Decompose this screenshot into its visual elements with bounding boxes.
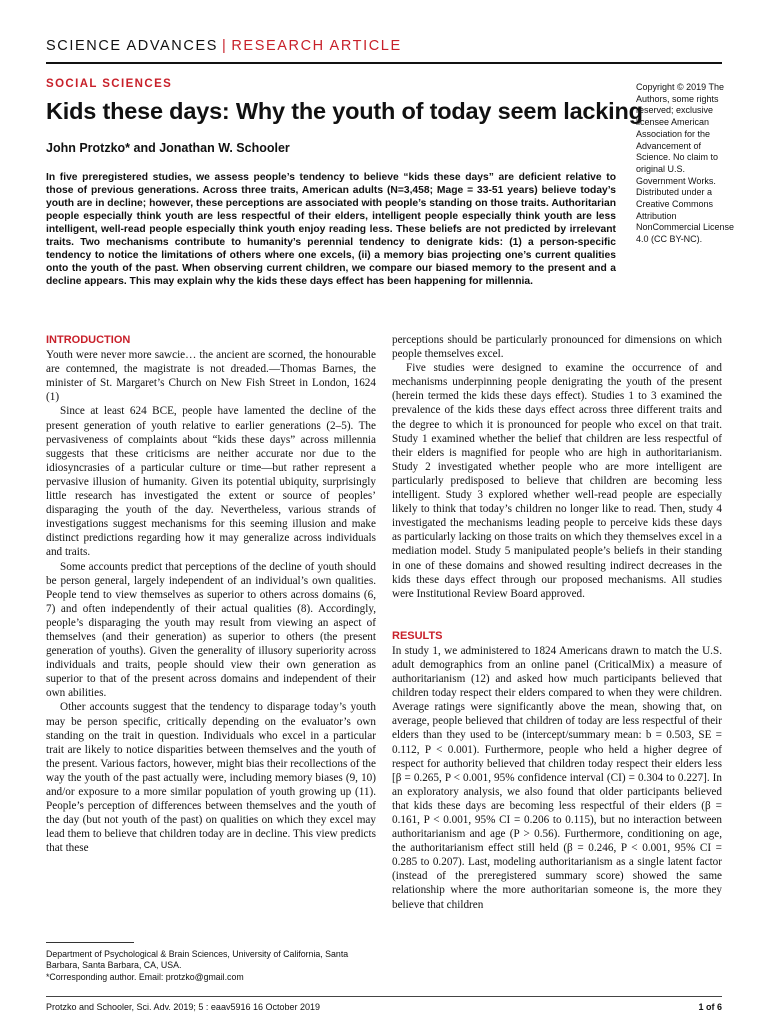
introduction-heading: INTRODUCTION [46, 334, 131, 346]
footnote-rule [46, 942, 134, 943]
intro-paragraph: Other accounts suggest that the tendency to disparage today’s youth may be person specific, critically depending on the evaluator’s own standing on the trait in question. Individuals who excel in a particular trait are likely to notice disparities between themselves and the youth of the present. Various factors, however, might bias their recollections of the way the youth of the past actually were, including memory biases (9, 10) and/or exposure to a more similar population of youth growing up (11). People’s perception of differences between themselves and the youth of the day (but not youth of the past) on qualities on which they excel may lead them to believe that children today are in decline. This view predicts that these [46, 701, 376, 855]
page-number: 1 of 6 [698, 1002, 722, 1012]
continued-paragraph: perceptions should be particularly pronounced for dimensions on which people themselves excel. [392, 334, 722, 361]
left-column [46, 333, 376, 855]
journal-name: SCIENCE ADVANCES [46, 38, 218, 54]
copyright-notice: Copyright © 2019 The Authors, some rights reserved; exclusive licensee American Association for the Advancement of Science. No claim to original U.S. Government Works. Distributed under a Creative Commons Attribution NonCommercial License 4.0 (CC BY-NC). [636, 82, 735, 245]
authors: John Protzko* and Jonathan W. Schooler [46, 141, 290, 155]
footer-rule [46, 996, 722, 997]
epigraph-paragraph: Youth were never more sawcie… the ancient are scorned, the honourable are contemned, the magistrate is not dreaded.—Thomas Barnes, the minister of St. Margaret’s Church on New Fish Street in London, 1624 (1) [46, 349, 376, 404]
footnote [46, 949, 376, 983]
header-rule [46, 62, 722, 64]
results-heading: RESULTS [392, 629, 443, 642]
corresponding-author: *Corresponding author. Email: protzko@gmail.com [46, 971, 244, 982]
article-title: Kids these days: Why the youth of today seem lacking [46, 98, 643, 124]
studies-paragraph: Five studies were designed to examine the occurrence of and mechanisms underpinning people denigrating the youth of the present (herein termed the kids these days effect). Studies 1 to 3 examined the prevalence of the kids these days effect across three different traits and the degree to which it is pronounced for people who excel on that trait. Study 1 examined whether the belief that children are less respectful of their elders is magnified for people who are high in authoritarianism. Study 2 investigated whether people who are more intelligent are particularly predisposed to believe that children are becoming less intelligent. Study 3 explored whether well-read people are especially likely to think that today’s children no longer like to read. Then, study 4 investigated the mechanisms leading people to perceive kids these days as particularly lacking on those traits on which they themselves excel in a mediation model. Study 5 manipulated people’s beliefs in their standing in one of these domains and showed resulting indirect decreases in the kids these days effect through our proposed mechanisms. All studies were Institutional Review Board approved. [392, 362, 722, 600]
section-label: SOCIAL SCIENCES [46, 78, 173, 90]
affiliation: Department of Psychological & Brain Sciences, University of California, Santa Barbara, Santa Barbara, CA, USA. [46, 949, 349, 971]
results-paragraph: In study 1, we administered to 1824 Americans drawn to match the U.S. adult demographics from an online panel (CriticalMix) a measure of authoritarianism (12) and asked how much participants believed that children today respect their elders compared to when they were children. Average ratings were significantly above the mean, showing that, on average, people believed that children of today are less respectful of their elders than they used to be (intercept/summary mean: b = 0.503, SE = 0.112, P < 0.001). Furthermore, people who held a higher degree of respect for authority believed that children today respect their elders less [β = 0.265, P < 0.001, 95% confidence interval (CI) = 0.304 to 0.227]. In an exploratory analysis, we also found that older participants believed that kids these days are becoming less respectful of their elders (β = 0.161, P < 0.001, 95% CI = 0.206 to 0.115), but no interaction between authoritarianism and age (P > 0.56). Furthermore, conditioning on age, the authoritarianism effect still held (β = 0.246, P < 0.001, 95% CI = 0.285 to 0.207). Last, modeling authoritarianism as a single latent factor (instead of the preregistered summary score) showed the same relationship where the more authoritarian someone is, the more they believe that children [392, 644, 722, 911]
header-separator: | [221, 38, 228, 54]
right-column [392, 333, 722, 912]
results-section [392, 629, 722, 912]
journal-header [46, 38, 402, 54]
intro-paragraph: Since at least 624 BCE, people have lamented the decline of the present generation of youth relative to earlier generations (2–5). The pervasiveness of complaints about “kids these days” across millennia suggests that these criticisms are neither accurate nor due to the idiosyncrasies of a particular culture or time—but rather represent a pervasive illusion of humanity. Given its potential ubiquity, surprisingly little research has investigated the extent or source of peoples’ disparaging the youth of the day. Nevertheless, various strands of investigations suggest mechanisms for this seeming illusion and make distinct predictions regarding how it may generalize across individuals and traits. [46, 405, 376, 559]
article-type: RESEARCH ARTICLE [231, 38, 402, 54]
footer-citation: Protzko and Schooler, Sci. Adv. 2019; 5 : eaav5916 16 October 2019 [46, 1002, 321, 1012]
intro-paragraph: Some accounts predict that perceptions of the decline of youth should be person general, largely independent of an individual’s own qualities. People tend to view themselves as superior to others across domains (6, 7) and often independently of their actual qualities (8). Accordingly, people’s disparaging the youth may result from viewing an aspect of themselves (and their generation) as superior to others (the present generation of youths). Given the generality of illusory superiority across individuals and traits, people should view their own generation as superior to that of the present across domains and independent of their own abilities. [46, 560, 376, 700]
abstract: In five preregistered studies, we assess people’s tendency to believe “kids these days” are deficient relative to those of previous generations. Across three traits, American adults (N=3,458; Mage = 33-51 years) believe today’s youth are in decline; however, these perceptions are associated with people’s standing on those traits. Authoritarian people especially think youth are less respectful of their elders, intelligent people especially think youth are less intelligent, well-read people especially think youth enjoy reading less. These beliefs are not predicted by irrelevant traits. Two mechanisms contribute to humanity’s perennial tendency to denigrate kids: (1) a person-specific tendency to notice the limitations of others where one excels, (ii) a memory bias projecting one’s current qualities onto the youth of the past. When observing current children, we compare our biased memory to the present and a decline appears. This may explain why the kids these days effect has been happening for millennia. [46, 172, 616, 287]
